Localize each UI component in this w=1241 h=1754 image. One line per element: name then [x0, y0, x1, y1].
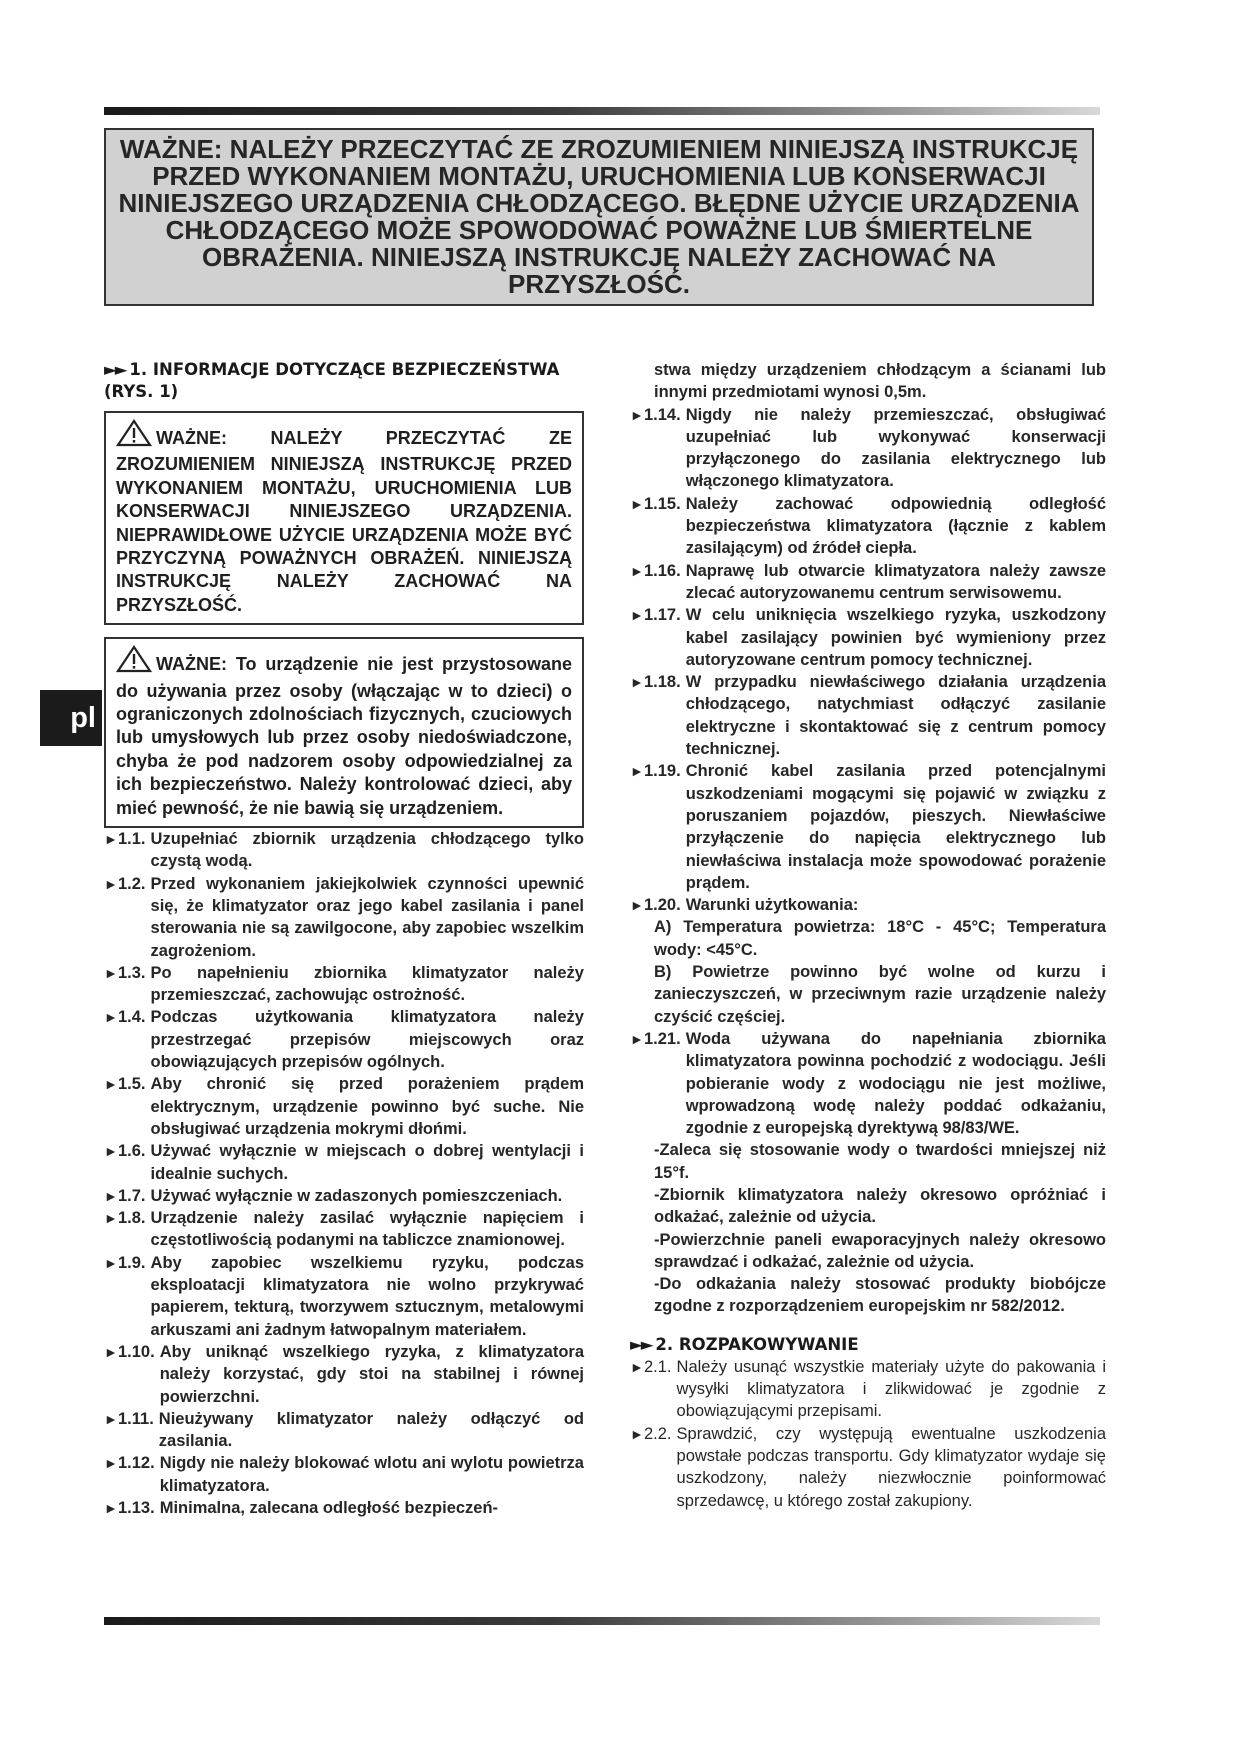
section2-heading: [630, 1334, 1106, 1356]
item-text: Nigdy nie należy przemieszczać, obsługiwać uzupełniać lub wykonywać konserwacji przyłączonego do zasilania elektrycznego lub włączonego klimatyzatora.: [685, 405, 1106, 491]
bullet-arrow-icon: ►: [630, 1030, 644, 1047]
list-item: [630, 760, 1106, 894]
unpacking-list: [630, 1356, 1106, 1512]
item-number: 1.15.: [644, 494, 681, 513]
bullet-arrow-icon: ►: [630, 763, 644, 780]
list-item: [104, 1140, 584, 1185]
bottom-divider: [104, 1617, 1100, 1625]
list-item: [630, 1028, 1106, 1139]
item-text: Naprawę lub otwarcie klimatyzatora należy zawsze zlecać autoryzowanemu centrum serwisowemu.: [685, 561, 1106, 602]
section2-title: 2. ROZPAKOWYWANIE: [655, 1334, 859, 1354]
condition-b: B) Powietrze powinno być wolne od kurzu i zanieczyszczeń, w przeciwnym razie urządzenie należy czyścić częściej.: [654, 963, 1106, 1026]
bullet-arrow-icon: ►: [104, 1210, 118, 1227]
item-text: Podczas użytkowania klimatyzatora należy przestrzegać przepisów miejscowych oraz obowiązujących przepisów ogólnych.: [150, 1008, 584, 1072]
item-text: Przed wykonaniem jakiejkolwiek czynności upewnić się, że klimatyzator oraz jego kabel zasilania i panel sterowania nie są zawilgocone, aby zapobiec wszelkim zagrożeniom.: [150, 874, 584, 960]
section1-heading: [104, 359, 584, 403]
item-number: 1.8.: [118, 1209, 146, 1228]
bullet-arrow-icon: ►: [630, 406, 644, 423]
item-text: Po napełnieniu zbiornika klimatyzator należy przemieszczać, zachowując ostrożność.: [150, 963, 584, 1005]
banner-text: WAŻNE: NALEŻY PRZECZYTAĆ ZE ZROZUMIENIEM NINIEJSZĄ INSTRUKCJĘ PRZED WYKONANIEM MONTAŻU, URUCHOMIENIA LUB KONSERWACJI NINIEJSZEGO URZĄDZENIA CHŁODZĄCEGO. BŁĘDNE UŻYCIE URZĄDZENIA CHŁODZĄCEGO MOŻE SPOWODOWAĆ POWAŻNE LUB ŚMIERTELNE OBRAŻENIA. NINIEJSZĄ INSTRUKCJĘ NALEŻY ZACHOWAĆ NA PRZYSZŁOŚĆ.: [118, 134, 1080, 299]
warning-1-text: WAŻNE: NALEŻY PRZECZYTAĆ ZE ZROZUMIENIEM NINIEJSZĄ INSTRUKCJĘ PRZED WYKONANIEM MONTAŻU, URUCHOMIENIA LUB KONSERWACJI NINIEJSZEGO URZĄDZENIA. NIEPRAWIDŁOWE UŻYCIE URZĄDZENIA MOŻE BYĆ PRZYCZYNĄ POWAŻNYCH OBRAŻEŃ. NINIEJSZĄ INSTRUKCJĘ NALEŻY ZACHOWAĆ NA PRZYSZŁOŚĆ.: [116, 428, 572, 615]
list-item: [630, 404, 1106, 493]
section1-subheading: (RYS. 1): [104, 382, 179, 401]
safety-list-left: [104, 828, 584, 1519]
item-text: Warunki użytkowania:: [685, 896, 859, 915]
item-text: Nigdy nie należy blokować wlotu ani wylotu powietrza klimatyzatora.: [159, 1454, 584, 1495]
bullet-arrow-icon: ►: [104, 1500, 118, 1516]
list-item: [630, 604, 1106, 671]
warning-triangle-icon: [116, 419, 152, 453]
list-item: [104, 1073, 584, 1140]
important-banner: [104, 128, 1094, 306]
bullet-arrow-icon: ►: [104, 1187, 118, 1204]
list-item: [104, 1252, 584, 1341]
bullet-arrow-icon: ►: [104, 1254, 118, 1271]
item-text: Używać wyłącznie w miejscach o dobrej wentylacji i idealnie suchych.: [150, 1142, 584, 1183]
list-item: [104, 828, 584, 873]
item-text: Aby zapobiec wszelkiemu ryzyku, podczas eksploatacji klimatyzatora nie wolno przykrywać papierem, tekturą, tworzywem sztucznym, metalowymi arkuszami ani żadnym łatwopalnym materiałem.: [150, 1253, 584, 1339]
bullet-arrow-icon: ►: [104, 1143, 118, 1160]
language-tab: pl: [40, 690, 102, 746]
condition-a: A) Temperatura powietrza: 18°C - 45°C; Temperatura wody: <45°C.: [654, 918, 1106, 959]
bullet-arrow-icon: ►: [104, 875, 118, 892]
item-number: 1.9.: [118, 1253, 146, 1272]
item-number: 1.11.: [118, 1409, 154, 1428]
item-1-13-continuation: stwa między urządzeniem chłodzącym a ścianami lub innymi przedmiotami wynosi 0,5m.: [654, 361, 1106, 402]
item-number: 1.1.: [118, 830, 146, 849]
warning-box-1: [104, 411, 584, 625]
item-text: Minimalna, zalecana odległość bezpieczeń-: [159, 1499, 499, 1517]
left-column: [104, 359, 584, 1519]
bullet-arrow-icon: ►: [630, 495, 644, 512]
item-text: Woda używana do napełniania zbiornika klimatyzatora powinna pochodzić z wodociągu. Jeśli pobieranie wody z wodociągu nie jest możliwe, wprowadzoną wodę należy poddać odkażaniu, zgodnie z europejską dyrektywą 98/83/WE.: [685, 1029, 1106, 1138]
list-item: [104, 962, 584, 1007]
item-text: Aby uniknąć wszelkiego ryzyka, z klimatyzatora należy korzystać, gdy stoi na stabilnej i równej powierzchni.: [159, 1342, 584, 1406]
list-item: [104, 873, 584, 962]
item-number: 1.17.: [644, 606, 681, 625]
item-number: 1.7.: [118, 1186, 146, 1205]
right-column: [630, 359, 1106, 1512]
water-note: -Zbiornik klimatyzatora należy okresowo opróżniać i odkażać, zależnie od użycia.: [654, 1185, 1106, 1227]
bullet-arrow-icon: ►: [104, 1009, 118, 1026]
item-number: 2.2.: [644, 1424, 672, 1443]
item-text: Urządzenie należy zasilać wyłącznie napięciem i częstotliwością podanymi na tabliczce znamionowej.: [150, 1209, 584, 1250]
list-item: [630, 560, 1106, 605]
list-item: [630, 671, 1106, 760]
item-text: Uzupełniać zbiornik urządzenia chłodzącego tylko czystą wodą.: [150, 830, 584, 871]
bullet-arrow-icon: ►: [630, 607, 644, 624]
item-number: 1.2.: [118, 874, 146, 893]
item-number: 1.3.: [118, 963, 146, 982]
section-arrows-icon: ►►: [630, 1334, 652, 1354]
item-text: Należy zachować odpowiednią odległość bezpieczeństwa klimatyzatora (łącznie z kablem zasilającym) od źródeł ciepła.: [685, 494, 1106, 558]
warning-2-text: WAŻNE: To urządzenie nie jest przystosowane do używania przez osoby (włączając w to dzieci) o ograniczonych zdolnościach fizycznych, czuciowych lub umysłowych lub przez osoby niedoświadczone, chyba że pod nadzorem osoby odpowiedzialnej za ich bezpieczeństwo. Należy kontrolować dzieci, aby mieć pewność, że nie bawią się urządzeniem.: [116, 654, 572, 818]
item-number: 1.6.: [118, 1142, 146, 1161]
bullet-arrow-icon: ►: [630, 1425, 644, 1442]
item-number: 2.1.: [644, 1357, 672, 1376]
list-item: [104, 1006, 584, 1073]
bullet-arrow-icon: ►: [630, 562, 644, 579]
bullet-arrow-icon: ►: [104, 1410, 118, 1427]
bullet-arrow-icon: ►: [104, 964, 118, 981]
item-text: Aby chronić się przed porażeniem prądem elektrycznym, urządzenie powinno być suche. Nie obsługiwać urządzenia mokrymi dłońmi.: [150, 1075, 584, 1138]
item-text: Używać wyłącznie w zadaszonych pomieszczeniach.: [150, 1186, 563, 1205]
item-number: 1.4.: [118, 1008, 146, 1027]
item-text: W przypadku niewłaściwego działania urządzenia chłodzącego, natychmiast odłączyć zasilanie elektryczne i skontaktować się z centrum pomocy technicznej.: [685, 673, 1106, 759]
item-number: 1.19.: [644, 762, 681, 781]
bullet-arrow-icon: ►: [104, 831, 118, 848]
item-number: 1.14.: [644, 405, 681, 424]
list-item: [104, 1497, 584, 1519]
list-item: [104, 1452, 584, 1497]
warning-box-2: [104, 637, 584, 828]
item-text: Należy usunąć wszystkie materiały użyte do pakowania i wysyłki klimatyzatora i zlikwidować je zgodnie z obowiązującymi przepisami.: [676, 1357, 1106, 1421]
bullet-arrow-icon: ►: [630, 674, 644, 691]
bullet-arrow-icon: ►: [104, 1343, 118, 1360]
warning-triangle-icon: [116, 645, 152, 679]
list-item: [630, 1356, 1106, 1423]
item-text: Sprawdzić, czy występują ewentualne uszkodzenia powstałe podczas transportu. Gdy klimatyzator wydaje się uszkodzony, należy niezwłocznie poinformować sprzedawcę, u którego został zakupiony.: [676, 1424, 1106, 1510]
item-number: 1.10.: [118, 1342, 155, 1361]
item-number: 1.5.: [118, 1075, 146, 1094]
item-text: Nieużywany klimatyzator należy odłączyć od zasilania.: [158, 1409, 584, 1451]
water-note: -Do odkażania należy stosować produkty biobójcze zgodne z rozporządzeniem europejskim nr 582/2012.: [654, 1275, 1106, 1316]
list-item: [104, 1185, 584, 1207]
list-item: [104, 1408, 584, 1453]
spacer: [630, 1318, 1106, 1334]
list-item: [630, 493, 1106, 560]
bullet-arrow-icon: ►: [630, 1358, 644, 1375]
safety-list-right: [630, 404, 1106, 895]
water-note: -Zaleca się stosowanie wody o twardości mniejszej niż 15°f.: [654, 1141, 1106, 1182]
section-arrows-icon: ►►: [104, 360, 126, 379]
list-item: [630, 1423, 1106, 1512]
item-number: 1.18.: [644, 673, 681, 692]
item-text: Chronić kabel zasilania przed potencjalnymi uszkodzeniami mogącymi się pojawić w związku z poruszaniem pojazdów, pieszych. Niewłaściwe przyłączenie do napięcia elektrycznego lub niewłaściwa instalacja może spowodować porażenie prądem.: [685, 762, 1106, 892]
bullet-arrow-icon: ►: [104, 1076, 118, 1093]
item-number: 1.12.: [118, 1454, 155, 1473]
item-number: 1.13.: [118, 1499, 155, 1517]
list-item: [104, 1341, 584, 1408]
item-number: 1.16.: [644, 561, 681, 580]
water-note: -Powierzchnie paneli ewaporacyjnych należy okresowo sprawdzać i odkażać, zależnie od użycia.: [654, 1230, 1106, 1271]
bullet-arrow-icon: ►: [630, 897, 644, 914]
list-item: [630, 894, 1106, 916]
item-number: 1.21.: [644, 1029, 681, 1048]
item-number: 1.20.: [644, 896, 681, 915]
section1-title: 1. INFORMACJE DOTYCZĄCE BEZPIECZEŃSTWA: [129, 360, 560, 379]
top-divider: [104, 107, 1100, 115]
list-item: [104, 1207, 584, 1252]
bullet-arrow-icon: ►: [104, 1455, 118, 1472]
item-text: W celu uniknięcia wszelkiego ryzyka, uszkodzony kabel zasilający powinien być wymieniony przez autoryzowane centrum pomocy technicznej.: [685, 606, 1106, 669]
